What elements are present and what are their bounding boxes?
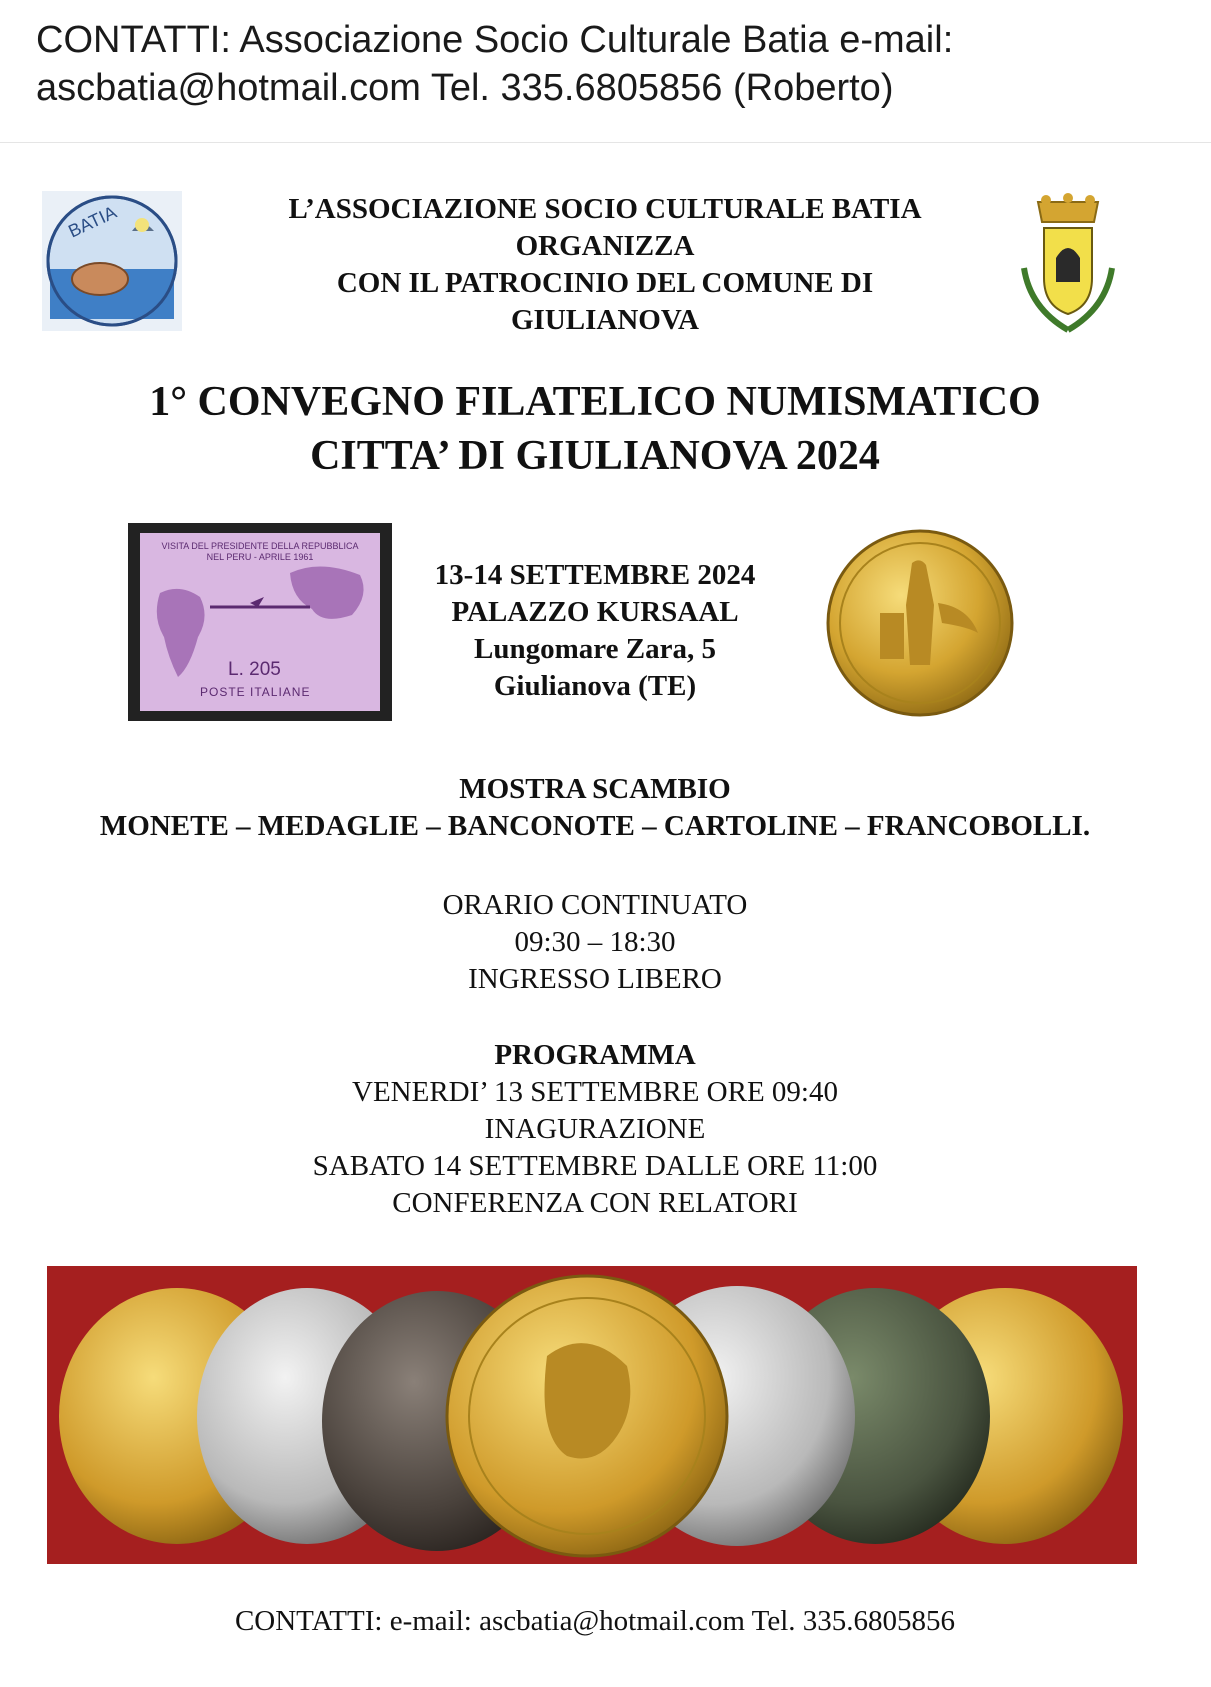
organizer-line: CON IL PATROCINIO DEL COMUNE DI (336, 267, 874, 299)
title-line1: 1° CONVEGNO FILATELICO NUMISMATICO (149, 379, 1041, 425)
programma-day1-event: INAGURAZIONE (484, 1113, 706, 1145)
gold-medal-image (820, 523, 1020, 723)
event-title (40, 375, 1150, 483)
orario-hours: 09:30 – 18:30 (514, 926, 676, 958)
stamp-value: L. 205 (228, 659, 281, 680)
stamp-caption-line2: NEL PERU - APRILE 1961 (206, 552, 314, 562)
stamp-poste: POSTE ITALIANE (200, 685, 311, 699)
contact-header-line1: CONTATTI: Associazione Socio Culturale Batia e-mail: (36, 19, 954, 61)
event-poster (0, 143, 1211, 1687)
event-city: Giulianova (TE) (493, 670, 697, 702)
mostra-title: MOSTRA SCAMBIO (459, 773, 731, 805)
event-dates: 13-14 SETTEMBRE 2024 (434, 559, 756, 591)
orario-entry: INGRESSO LIBERO (468, 963, 722, 995)
contact-header-line2: ascbatia@hotmail.com Tel. 335.6805856 (Roberto) (36, 67, 894, 109)
title-line2: CITTA’ DI GIULIANOVA 2024 (310, 433, 880, 479)
giulianova-coat-of-arms (1016, 188, 1120, 338)
orario-label: ORARIO CONTINUATO (442, 889, 748, 921)
batia-logo (42, 191, 182, 331)
programma-day1: VENERDI’ 13 SETTEMBRE ORE 09:40 (352, 1076, 838, 1108)
event-address: Lungomare Zara, 5 (474, 633, 716, 665)
organizer-block (210, 191, 1000, 339)
opening-hours (200, 887, 990, 998)
programma-title: PROGRAMMA (494, 1039, 696, 1071)
programma-day2-event: CONFERENZA CON RELATORI (392, 1187, 798, 1219)
event-details (400, 557, 790, 705)
coins-banner (47, 1266, 1137, 1564)
footer-contacts: CONTATTI: e-mail: ascbatia@hotmail.com Tel. 335.6805856 (234, 1605, 956, 1637)
stamp-caption (140, 541, 380, 563)
organizer-line: L’ASSOCIAZIONE SOCIO CULTURALE BATIA (288, 193, 922, 225)
organizer-line: ORGANIZZA (515, 230, 695, 262)
programma (150, 1037, 1040, 1222)
mostra-scambio (20, 771, 1170, 845)
organizer-line: GIULIANOVA (510, 304, 699, 336)
mostra-items: MONETE – MEDAGLIE – BANCONOTE – CARTOLINE – FRANCOBOLLI. (99, 810, 1091, 842)
batia-logo-text: BATIA (65, 201, 120, 242)
contact-header (0, 0, 1211, 143)
stamp-image (128, 523, 392, 721)
stamp-face (140, 533, 380, 711)
event-venue: PALAZZO KURSAAL (451, 596, 739, 628)
programma-day2: SABATO 14 SETTEMBRE DALLE ORE 11:00 (312, 1150, 878, 1182)
stamp-caption-line1: VISITA DEL PRESIDENTE DELLA REPUBBLICA (161, 541, 359, 551)
